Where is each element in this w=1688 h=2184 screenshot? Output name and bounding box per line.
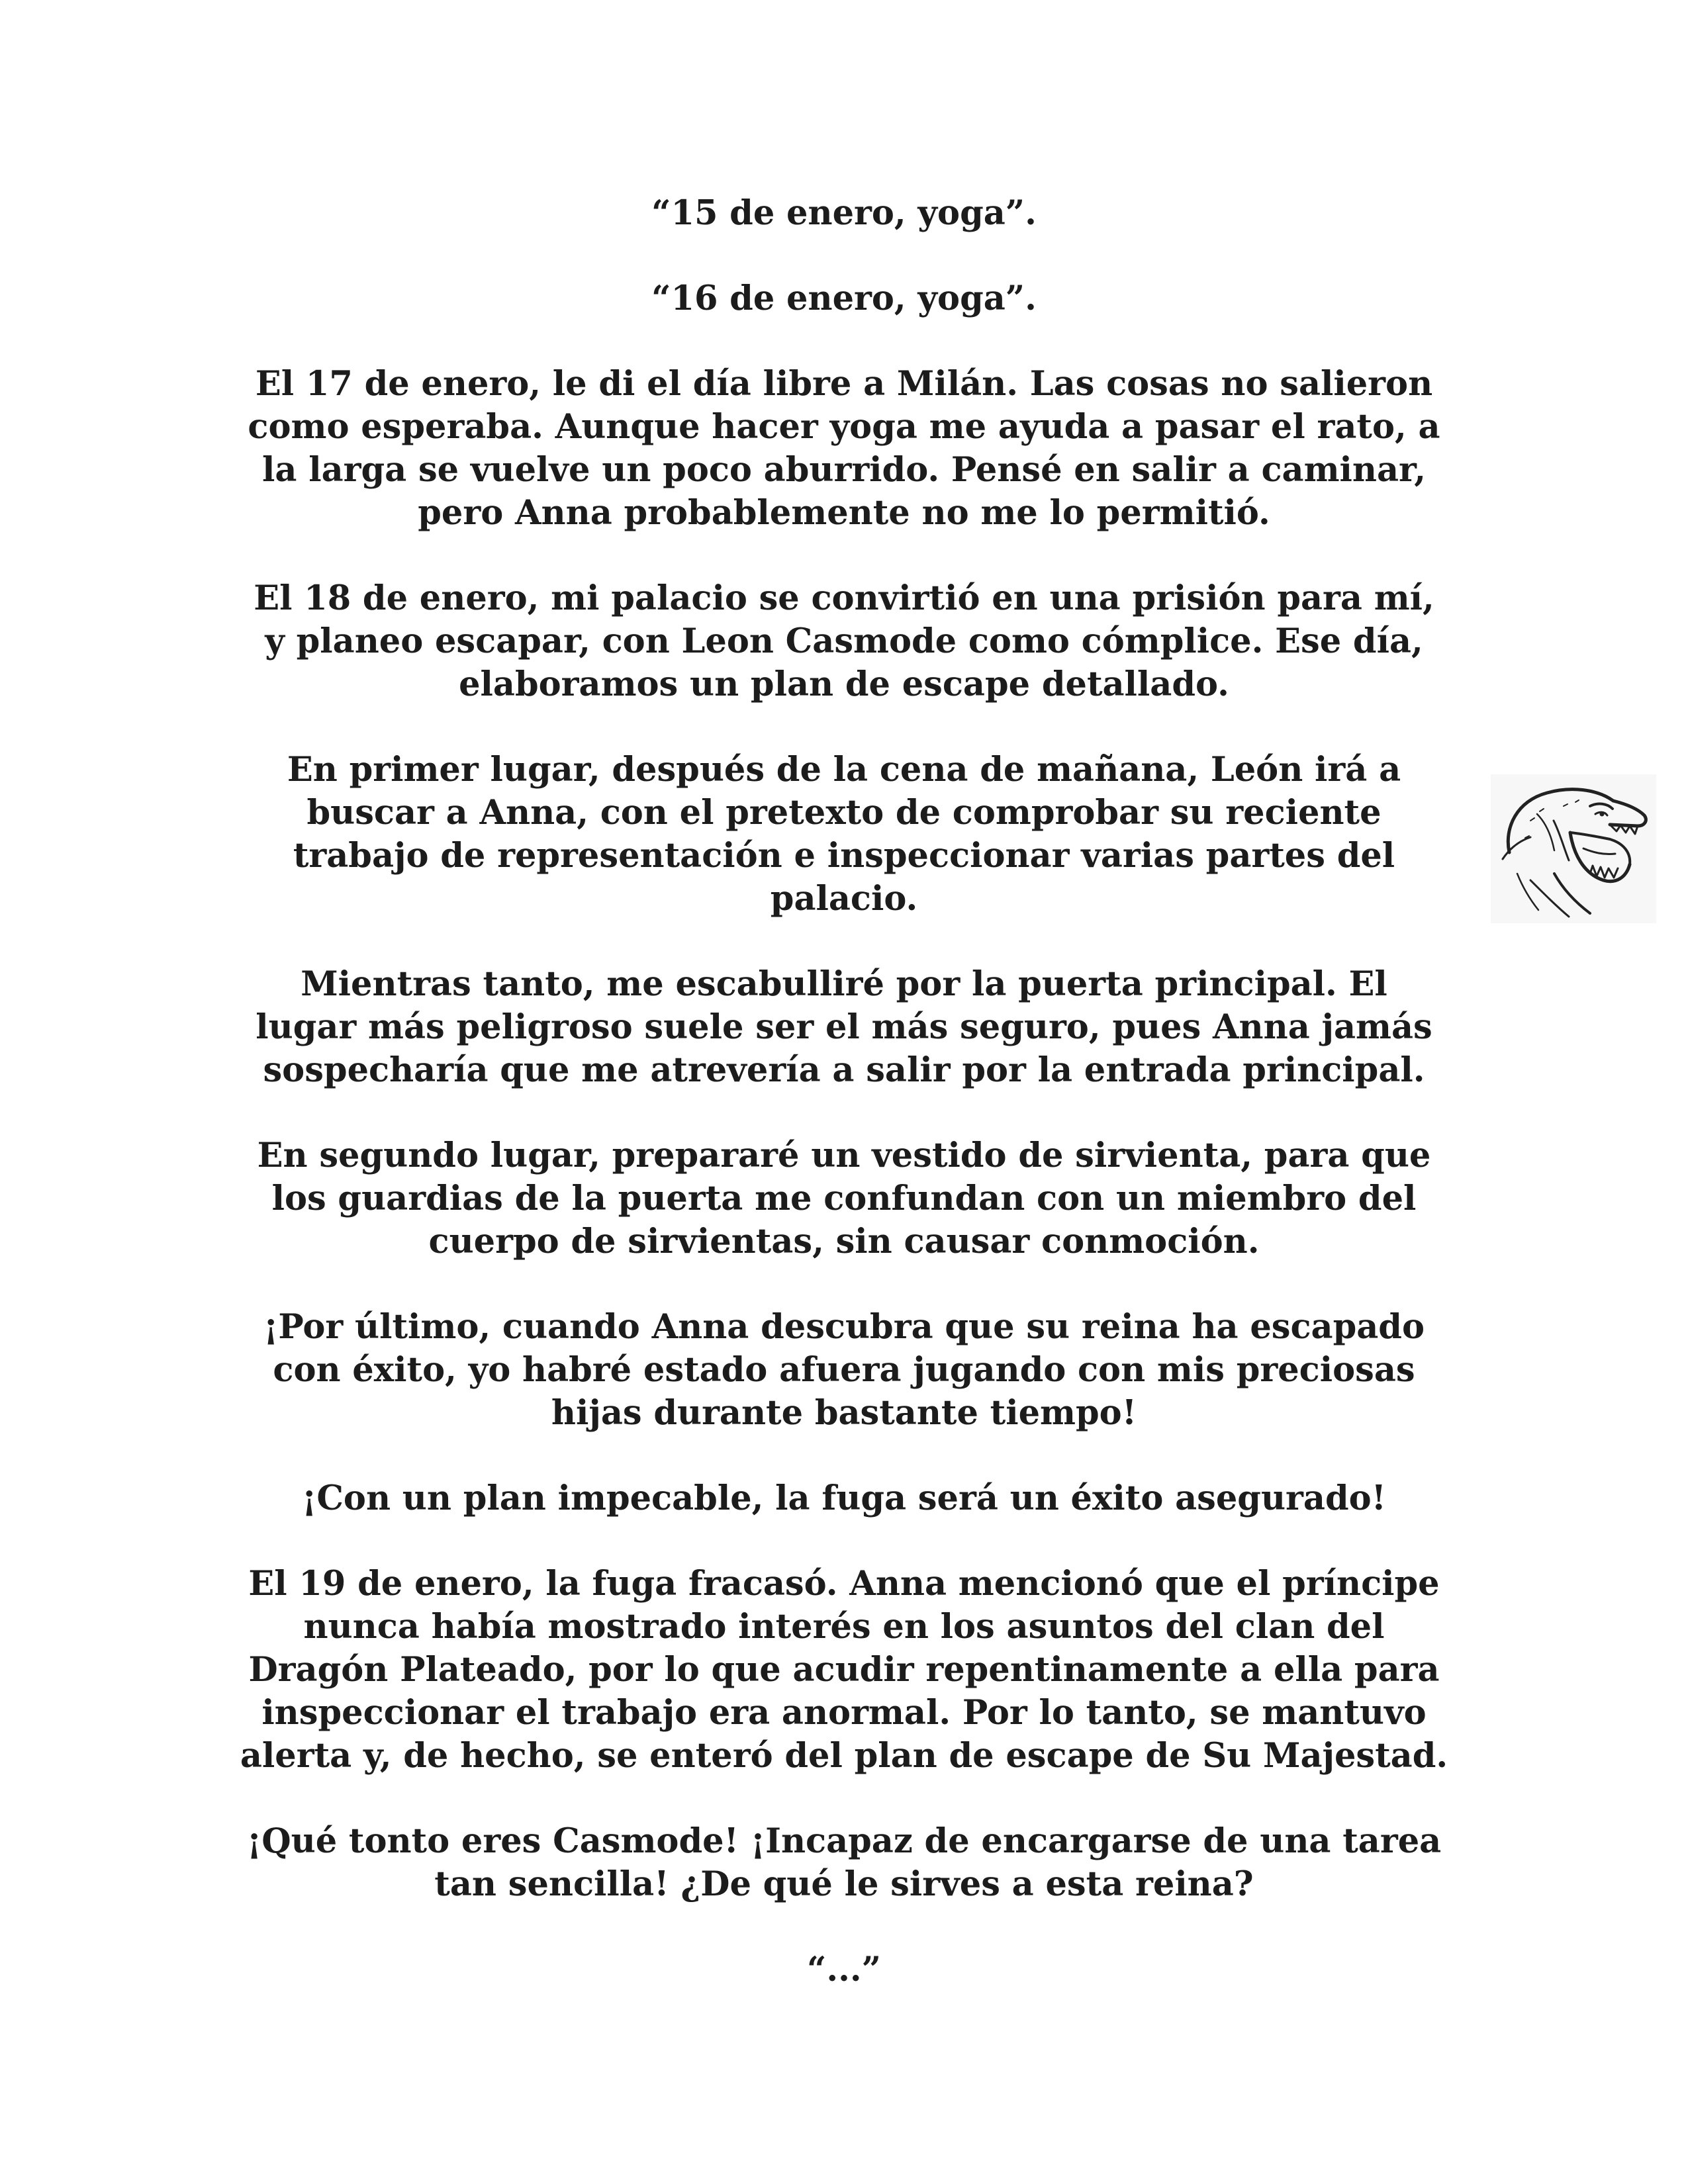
paragraph-jan-15: “15 de enero, yoga”. bbox=[651, 193, 1037, 233]
paragraph-ellipsis: “...” bbox=[807, 1950, 881, 1989]
paragraph-plan-second: En segundo lugar, prepararé un vestido de sirvienta, para que los guardias de la puerta me confundan con un miembro del cuerpo de sirvientas, sin causar conmoción. bbox=[257, 1136, 1431, 1261]
document-body bbox=[218, 192, 1470, 2034]
paragraph-plan-meanwhile: Mientras tanto, me escabulliré por la puerta principal. El lugar más peligroso suele ser el más seguro, pues Anna jamás sospecharía que me atrevería a salir por la entrada principal. bbox=[256, 964, 1432, 1090]
paragraph-plan-first: En primer lugar, después de la cena de mañana, León irá a buscar a Anna, con el pretexto de comprobar su reciente trabajo de representación e inspeccionar varias partes del palacio. bbox=[287, 750, 1401, 919]
dinosaur-head-sketch-icon bbox=[1491, 774, 1656, 923]
paragraph-jan-16: “16 de enero, yoga”. bbox=[651, 279, 1037, 318]
paragraph-plan-conclusion: ¡Con un plan impecable, la fuga será un éxito asegurado! bbox=[301, 1479, 1387, 1518]
paragraph-casmode-rebuke: ¡Qué tonto eres Casmode! ¡Incapaz de encargarse de una tarea tan sencilla! ¿De qué le sirves a esta reina? bbox=[246, 1821, 1442, 1904]
paragraph-jan-18: El 18 de enero, mi palacio se convirtió en una prisión para mí, y planeo escapar, con Leon Casmode como cómplice. Ese día, elaboramos un plan de escape detallado. bbox=[254, 578, 1434, 704]
paragraph-jan-19: El 19 de enero, la fuga fracasó. Anna mencionó que el príncipe nunca había mostrado interés en los asuntos del clan del Dragón Plateado, por lo que acudir repentinamente a ella para inspeccionar el trabajo era anormal. Por lo tanto, se mantuvo alerta y, de hecho, se enteró del plan de escape de Su Majestad. bbox=[240, 1564, 1448, 1776]
paragraph-plan-last: ¡Por último, cuando Anna descubra que su reina ha escapado con éxito, yo habré estado afuera jugando con mis preciosas hijas durante bastante tiempo! bbox=[263, 1307, 1425, 1433]
paragraph-jan-17: El 17 de enero, le di el día libre a Milán. Las cosas no salieron como esperaba. Aunque hacer yoga me ayuda a pasar el rato, a la larga se vuelve un poco aburrido. Pensé en salir a caminar, pero Anna probablemente no me lo permitió. bbox=[248, 364, 1440, 533]
